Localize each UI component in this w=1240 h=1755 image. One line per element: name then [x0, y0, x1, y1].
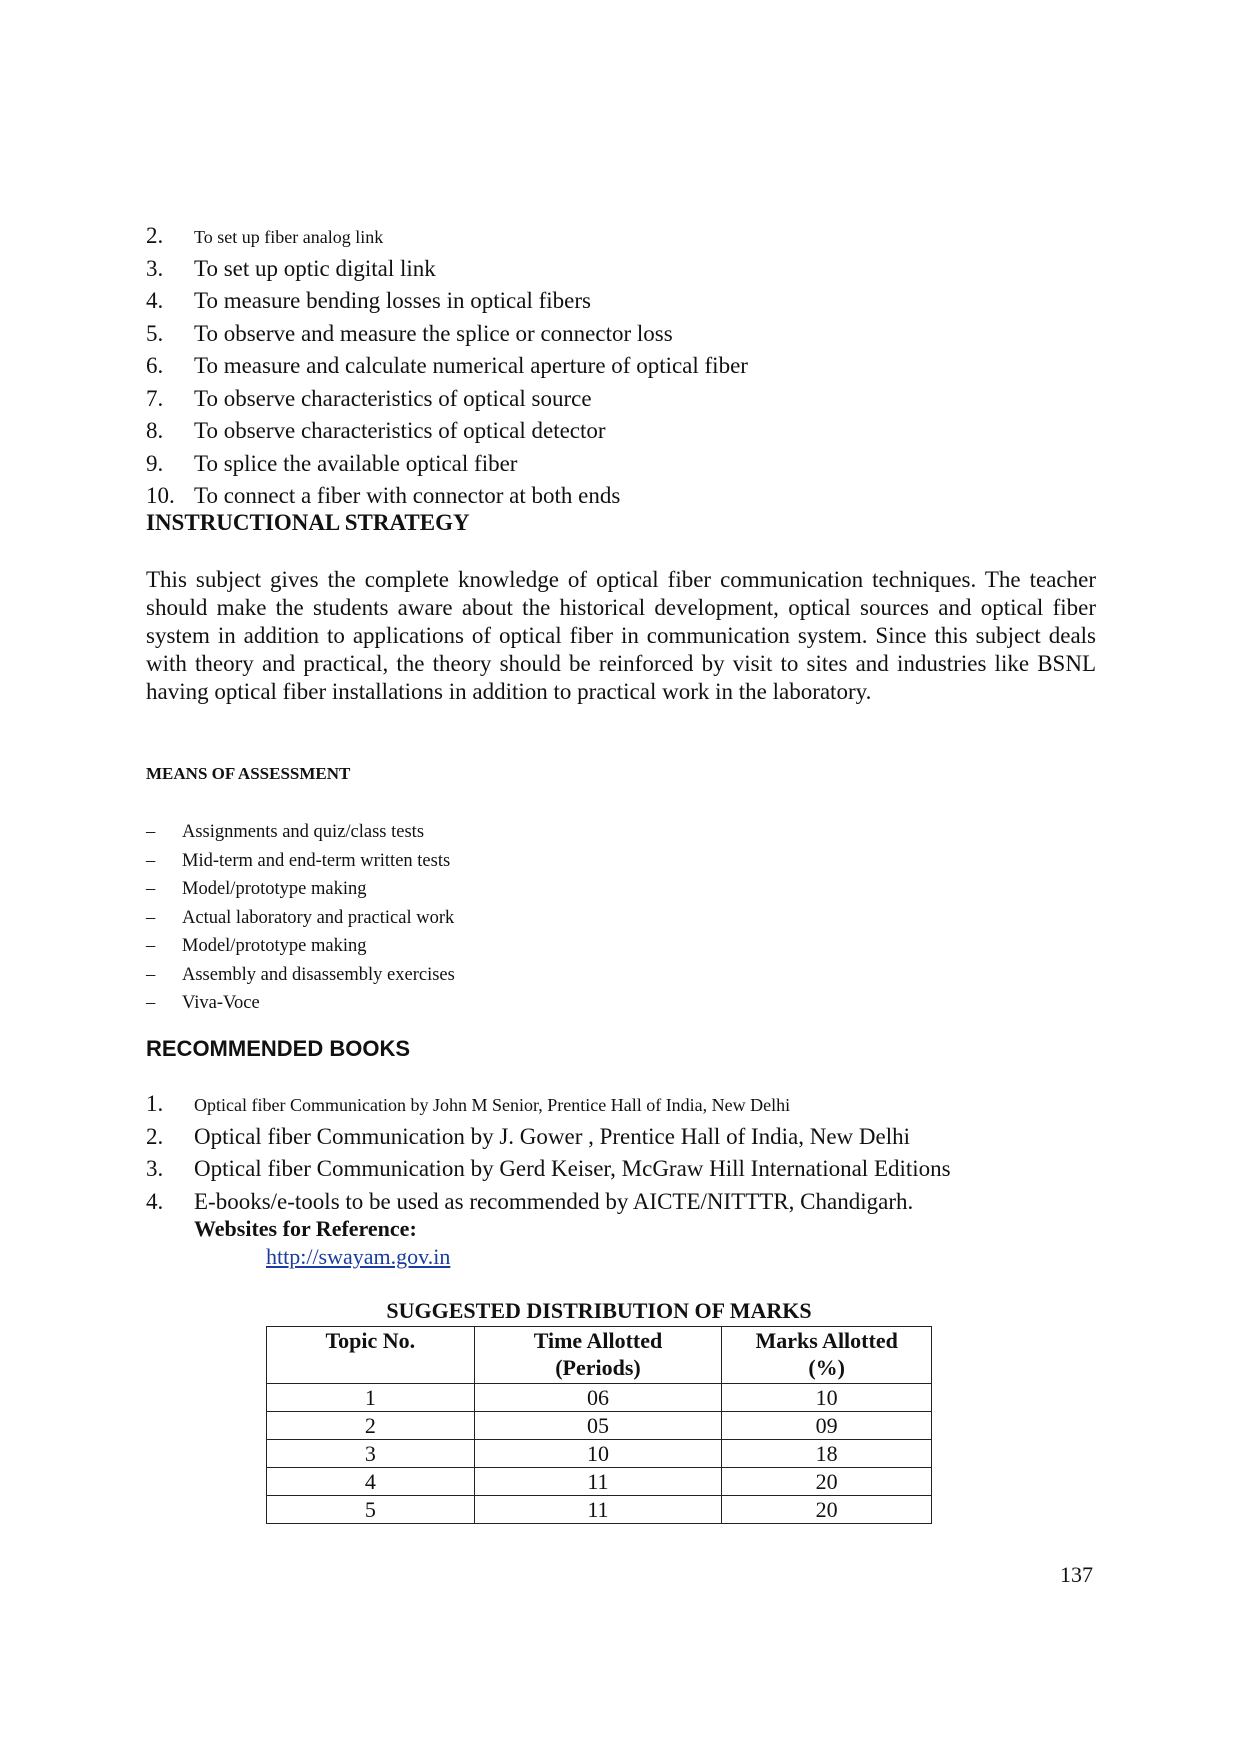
item-text: E-books/e-tools to be used as recommended by AICTE/NITTTR, Chandigarh.: [194, 1188, 914, 1214]
table-cell: 1: [267, 1384, 475, 1412]
table-cell: 11: [474, 1468, 722, 1496]
item-number: 1.: [146, 1091, 164, 1116]
instructional-strategy-text: This subject gives the complete knowledge of optical fiber communication techniques. The teacher should make the students aware about the historical development, optical sources and optical fiber system in addition to applications of optical fiber in communication system. Since this subject deals with theory and practical, the theory should be reinforced by visit to sites and industries like BSNL having optical fiber installations in addition to practical work in the laboratory.: [146, 567, 1096, 704]
table-cell: 18: [722, 1440, 932, 1468]
website-link[interactable]: http://swayam.gov.in: [266, 1244, 451, 1269]
list-item: [146, 220, 1106, 253]
table-cell: 3: [267, 1440, 475, 1468]
list-item: [146, 818, 455, 847]
item-number: 6.: [146, 353, 164, 378]
recommended-books-heading: RECOMMENDED BOOKS: [146, 1036, 411, 1061]
item-text: To observe characteristics of optical source: [194, 385, 592, 411]
table-row: [267, 1412, 932, 1440]
list-item: [146, 989, 455, 1018]
list-item: [146, 480, 1106, 513]
table-cell: 20: [722, 1468, 932, 1496]
dash-bullet: –: [146, 879, 156, 899]
table-row: [267, 1468, 932, 1496]
item-number: 3.: [146, 255, 164, 281]
item-number: 3.: [146, 1156, 164, 1181]
item-text: To measure and calculate numerical aperture of optical fiber: [194, 353, 748, 378]
item-text: To set up optic digital link: [194, 255, 436, 281]
marks-distribution-table: [266, 1326, 932, 1524]
item-text: To observe and measure the splice or connector loss: [194, 320, 673, 346]
table-row: [267, 1496, 932, 1524]
recommended-books-list: [146, 1088, 1106, 1218]
item-text: Viva-Voce: [182, 993, 260, 1013]
item-number: 8.: [146, 418, 164, 443]
item-number: 4.: [146, 1188, 164, 1214]
item-number: 9.: [146, 450, 164, 476]
item-text: Assignments and quiz/class tests: [182, 822, 425, 842]
item-text: Actual laboratory and practical work: [182, 907, 455, 928]
list-item: [146, 1186, 1106, 1219]
list-item: [146, 847, 455, 876]
assessment-list: [146, 818, 455, 1018]
table-cell: 09: [722, 1412, 932, 1440]
item-number: 2.: [146, 223, 164, 248]
table-cell: 20: [722, 1496, 932, 1524]
column-header: [722, 1327, 932, 1384]
list-item: [146, 1121, 1106, 1154]
item-number: 4.: [146, 288, 164, 313]
assessment-heading: MEANS OF ASSESSMENT: [146, 764, 351, 783]
column-header: [267, 1327, 475, 1384]
table-cell: 11: [474, 1496, 722, 1524]
item-text: Mid-term and end-term written tests: [182, 850, 451, 871]
table-cell: 5: [267, 1496, 475, 1524]
dash-bullet: –: [146, 964, 156, 985]
table-cell: 2: [267, 1412, 475, 1440]
table-header-row: [267, 1327, 932, 1384]
item-text: To observe characteristics of optical detector: [194, 418, 606, 443]
page-number: 137: [1060, 1562, 1093, 1587]
item-text: Optical fiber Communication by John M Senior, Prentice Hall of India, New Delhi: [194, 1095, 791, 1115]
header-line: (%): [808, 1355, 845, 1380]
item-text: Model/prototype making: [182, 936, 367, 956]
item-text: Model/prototype making: [182, 879, 367, 899]
table-cell: 4: [267, 1468, 475, 1496]
item-number: 7.: [146, 385, 164, 411]
list-item: [146, 875, 455, 904]
item-text: Optical fiber Communication by J. Gower , Prentice Hall of India, New Delhi: [194, 1123, 911, 1149]
table-cell: 10: [474, 1440, 722, 1468]
item-text: To connect a fiber with connector at both ends: [194, 483, 621, 508]
table-row: [267, 1384, 932, 1412]
list-item: [146, 961, 455, 990]
header-line: Time Allotted: [533, 1328, 663, 1353]
dash-bullet: –: [146, 907, 156, 928]
item-text: Assembly and disassembly exercises: [182, 964, 455, 985]
list-item: [146, 253, 1106, 286]
table-title: SUGGESTED DISTRIBUTION OF MARKS: [386, 1298, 812, 1323]
column-header: [474, 1327, 722, 1384]
item-text: To splice the available optical fiber: [194, 450, 518, 476]
list-item: [146, 285, 1106, 318]
list-item: [146, 318, 1106, 351]
item-number: 10.: [146, 483, 175, 508]
list-item: [146, 904, 455, 933]
dash-bullet: –: [146, 850, 156, 871]
item-text: To set up fiber analog link: [194, 227, 384, 247]
table-cell: 06: [474, 1384, 722, 1412]
list-item: [146, 1153, 1106, 1186]
list-item: [146, 350, 1106, 383]
dash-bullet: –: [146, 936, 156, 956]
list-item: [146, 1088, 1106, 1121]
list-item: [146, 932, 455, 961]
list-item: [146, 448, 1106, 481]
table-cell: 05: [474, 1412, 722, 1440]
table-cell: 10: [722, 1384, 932, 1412]
dash-bullet: –: [146, 822, 156, 842]
header-line: Marks Allotted: [755, 1328, 898, 1353]
practical-exercises-list: [146, 220, 1106, 513]
list-item: [146, 383, 1106, 416]
instructional-strategy-heading: INSTRUCTIONAL STRATEGY: [146, 510, 470, 535]
item-text: Optical fiber Communication by Gerd Keiser, McGraw Hill International Editions: [194, 1156, 951, 1181]
table-row: [267, 1440, 932, 1468]
item-number: 2.: [146, 1123, 164, 1149]
header-line: Topic No.: [325, 1328, 416, 1353]
list-item: [146, 415, 1106, 448]
item-text: To measure bending losses in optical fibers: [194, 288, 591, 313]
item-number: 5.: [146, 320, 164, 346]
header-line: (Periods): [555, 1355, 641, 1380]
dash-bullet: –: [146, 993, 156, 1013]
websites-label: Websites for Reference:: [194, 1216, 417, 1241]
